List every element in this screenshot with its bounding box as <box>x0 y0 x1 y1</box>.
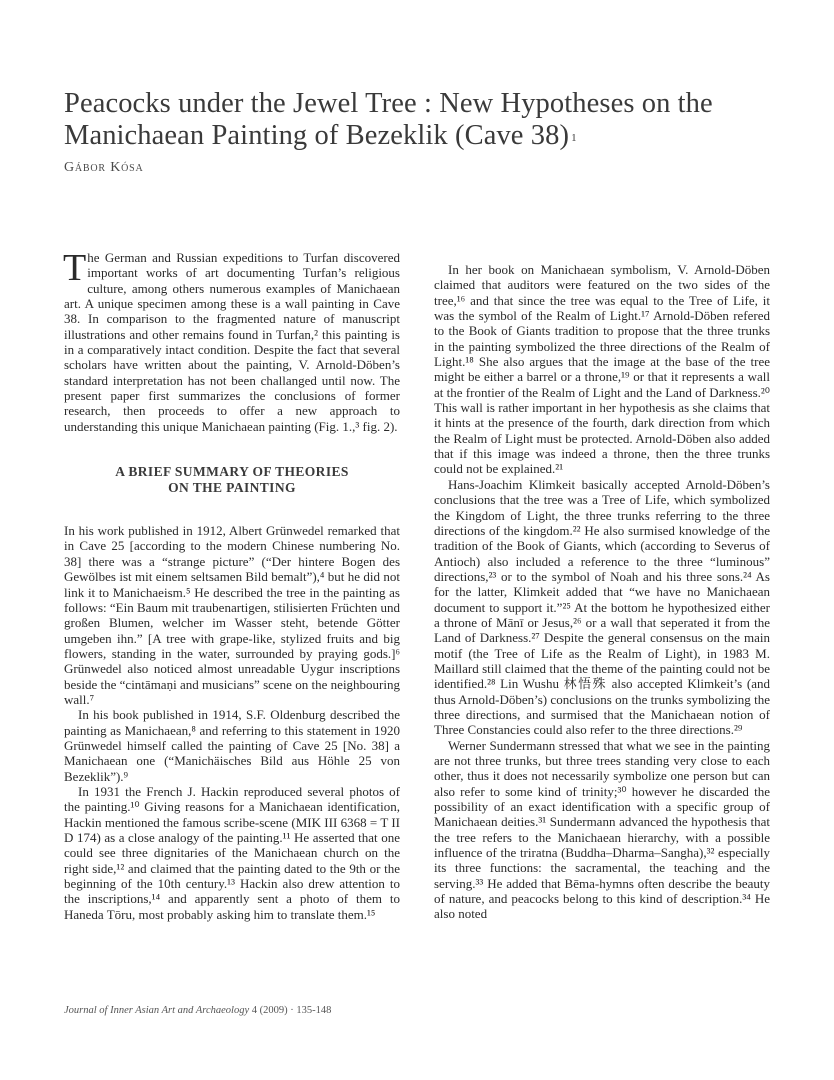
paragraph: Hans-Joachim Klimkeit basically accepted Arnold-Döben’s conclusions that the tree was a Tree of Life, which symbolized the Kingdom of Light, the three trunks referring to the three directions of the kingdom.²² He also surmised knowledge of the tradition of the Book of Giants, which (according to Severus of Antioch) also included a reference to the three “luminous” directions,²³ or to the symbol of Noah and his three sons.²⁴ As for the latter, Klimkeit added that “we have no Manichaean document to support it.”²⁵ At the bottom he hypothesized either a throne of Mānī or Jesus,²⁶ or a wall that seperated it from the Land of Darkness.²⁷ Despite the general consensus on the main motif (the Tree of Life as the Realm of Light), in 1983 M. Maillard still claimed that the theme of the painting could not be identified.²⁸ Lin Wushu 林悟殊 also accepted Klimkeit’s (and thus Arnold-Döben’s) conclusions on the trunks symbolizing the three directions, and surmised that the Manichaean notion of Three Constancies could also refer to the three directions.²⁹ <box>434 476 770 738</box>
left-column <box>63 247 400 922</box>
journal-citation: 4 (2009) · 135-148 <box>249 1005 332 1016</box>
right-column <box>434 262 770 922</box>
paragraph: In her book on Manichaean symbolism, V. Arnold-Döben claimed that auditors were featured on the two sides of the tree,¹⁶ and that since the tree was equal to the Tree of Life, it was the symbol of the Realm of Light.¹⁷ Arnold-Döben refered to the Book of Giants tradition to propose that the three trunks in the painting symbolized the three directions of the Realm of Light.¹⁸ She also argues that the image at the base of the tree might be either a barrel or a throne,¹⁹ or that it represents a wall at the frontier of the Realm of Light and the Land of Darkness.²⁰ This wall is rather important in her hypothesis as she claims that it hints at the presence of the fourth, dark direction from which the Realm of Light must be protected. Arnold-Döben also added that if this image was indeed a throne, then the three trunks could not be explained.²¹ <box>434 262 770 477</box>
paragraph: In his book published in 1914, S.F. Oldenburg described the painting as Manichaean,⁸ and referring to this statement in 1920 Grünwedel himself called the painting of Cave 25 [No. 38] a Manichaean one (“Manichäisches Bild aus Höhle 25 von Bezeklik”).⁹ <box>64 707 400 784</box>
article-author: Gábor Kósa <box>64 160 144 175</box>
paragraph: In 1931 the French J. Hackin reproduced several photos of the painting.¹⁰ Giving reasons for a Manichaean identification, Hackin mentioned the famous scribe-scene (MIK III 6368 = T II D 174) as a close analogy of the painting.¹¹ He asserted that one could see three dignitaries of the Manichaean church on the right side,¹² and claimed that the painting dated to the 9th or the beginning of the 10th century.¹³ Hackin also drew attention to the inscriptions,¹⁴ and apparently sent a photo of them to Haneda Tōru, most probably asking him to translate them.¹⁵ <box>64 783 400 922</box>
journal-footer <box>64 1005 331 1016</box>
section-heading-line-2: ON THE PAINTING <box>168 480 296 496</box>
title-footnote-marker: 1 <box>571 132 577 144</box>
drop-cap: T <box>63 247 87 289</box>
section-heading <box>64 464 400 496</box>
paragraph: In his work published in 1912, Albert Grünwedel remarked that in Cave 25 [according to the modern Chinese numbering No. 38] there was a “strange picture” (“Der hintere Bogen des Gewölbes ist mit einem seltsamen Bild bemalt”),⁴ but he did not link it to Manichaeism.⁵ He described the tree in the painting as follows: “Ein Baum mit traubenartigen, stilisierten Früchten und großen Blumen, welcher im Wasser steht, betende Götter umgeben ihn.” [A tree with grape-like, stylized fruits and big flowers, standing in the water, surrounded by praying gods.]⁶ Grünwedel also noticed almost unreadable Uygur inscriptions beside the “cintāmaṇi and musicians” scene on the neighbouring wall.⁷ <box>64 523 400 707</box>
article-title: Peacocks under the Jewel Tree : New Hypotheses on the Manichaean Painting of Bezeklik (Cave 38) $^1$ <box>64 88 713 151</box>
intro-text: he German and Russian expeditions to Turfan discovered important works of art documenting Turfan’s religious culture, among others numerous examples of Manichaean art. A unique specimen among these is a wall painting in Cave 38. In comparison to the fragmented nature of manuscript illustrations and other remains found in Turfan,² this painting is in a comparatively intact condition. Despite the fact that several scholars have written about the painting, V. Arnold-Döben’s standard interpretation has not been challanged until now. The present paper first summarizes the conclusions of former research, then proceeds to offer a new approach to understanding this unique Manichaean painting (Fig. 1.,³ fig. 2). <box>64 250 400 434</box>
intro-paragraph <box>63 247 400 434</box>
paragraph: Werner Sundermann stressed that what we see in the painting are not three trunks, but three trees standing very close to each other, thus it does not necessarily symbolize one person but can also refer to some kind of trinity;³⁰ however he discarded the possibility of an exact identification with a specific group of Manichaean deities.³¹ Sundermann advanced the hypothesis that the tree refers to the Manichaean hierarchy, with a possible influence of the triratna (Buddha–Dharma–Sangha),³² especially its three functions: the sacramental, the teaching and the serving.³³ He added that Bēma-hymns often describe the beauty of nature, and peacocks belong to this kind of description.³⁴ He also noted <box>434 737 770 922</box>
section-heading-line-1: A BRIEF SUMMARY OF THEORIES <box>115 464 349 480</box>
journal-name: Journal of Inner Asian Art and Archaeology <box>64 1005 250 1016</box>
